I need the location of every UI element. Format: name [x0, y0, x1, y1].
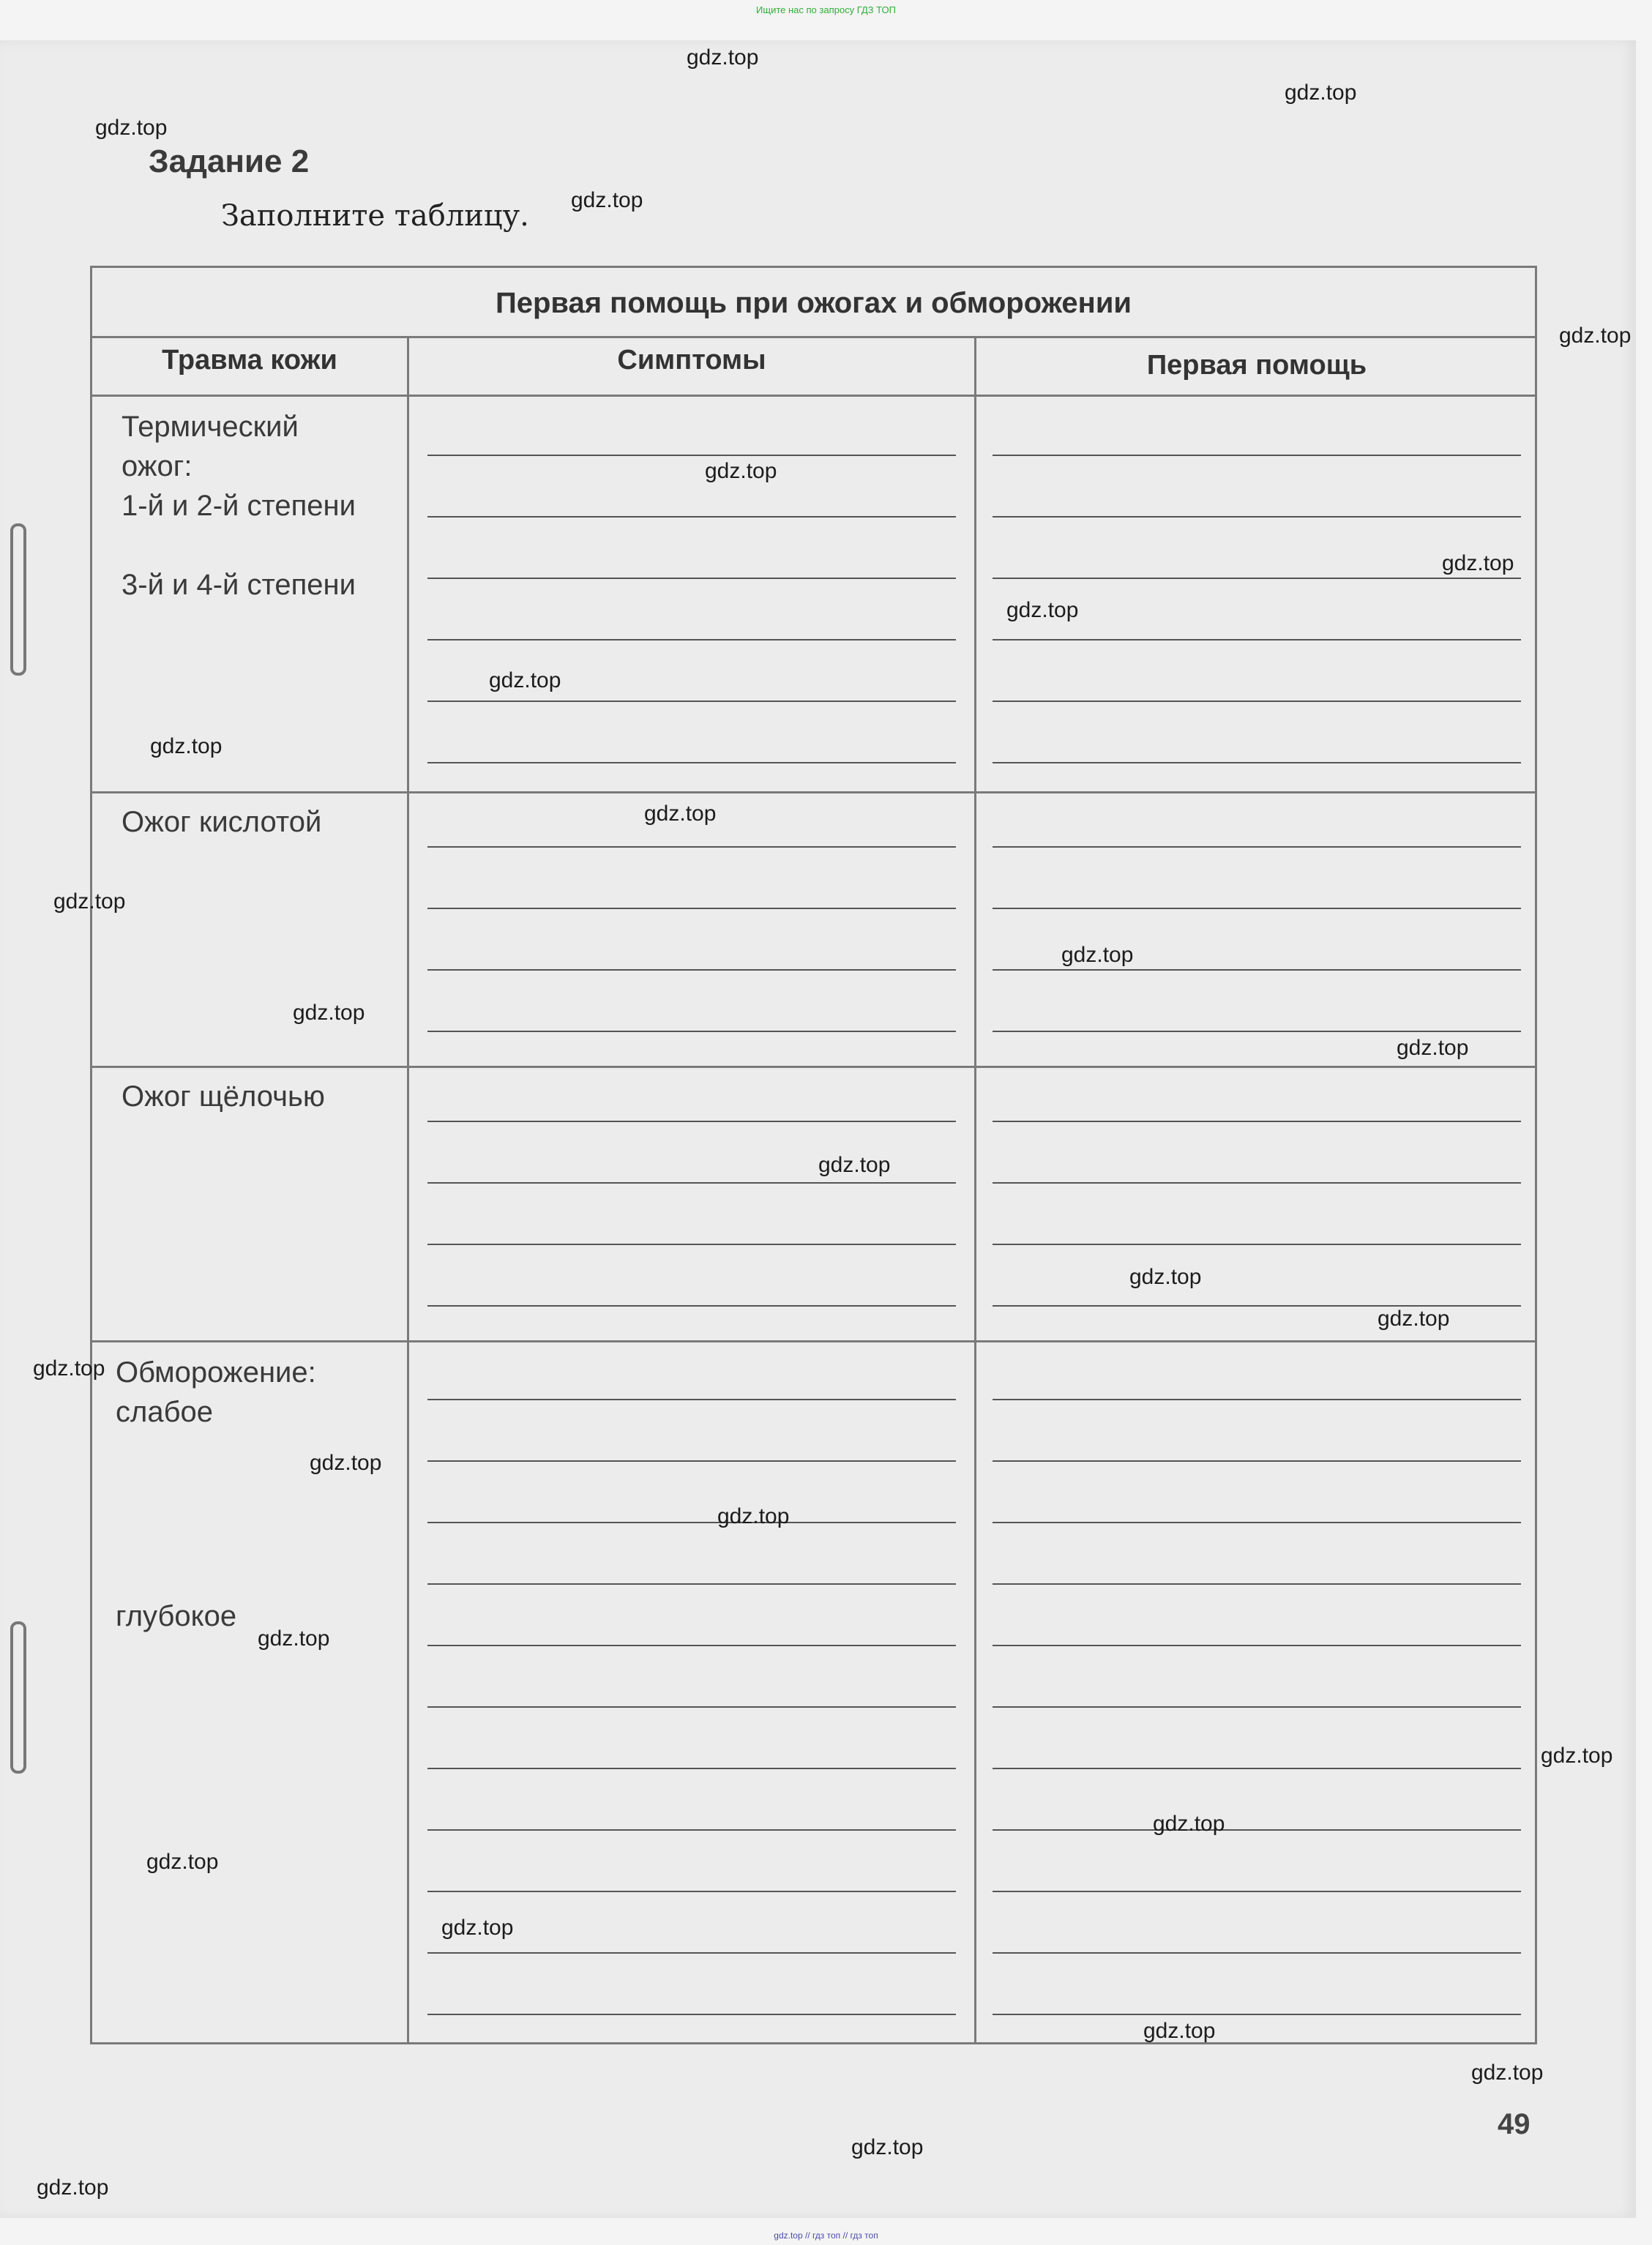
task-heading: Задание 2	[149, 143, 310, 179]
answer-line	[993, 1031, 1521, 1032]
watermark: gdz.top	[818, 1153, 891, 1177]
answer-line	[993, 1182, 1521, 1184]
answer-line	[993, 1829, 1521, 1831]
row-divider-3	[92, 1340, 1535, 1342]
answer-line	[427, 1305, 956, 1307]
watermark: gdz.top	[53, 889, 126, 914]
answer-line	[993, 701, 1521, 702]
answer-line	[427, 2014, 956, 2015]
answer-line	[427, 1522, 956, 1523]
watermark: gdz.top	[95, 116, 168, 140]
watermark: gdz.top	[851, 2135, 924, 2159]
watermark: gdz.top	[310, 1451, 382, 1475]
footer-note: gdz.top // гдз топ // гдз топ	[774, 2230, 878, 2241]
answer-line	[993, 639, 1521, 640]
watermark: gdz.top	[1442, 551, 1514, 575]
row-frostbite-title: Обморожение:	[116, 1356, 316, 1389]
answer-line	[427, 701, 956, 702]
watermark: gdz.top	[258, 1626, 330, 1651]
answer-line	[427, 1952, 956, 1954]
watermark: gdz.top	[1471, 2061, 1544, 2085]
answer-line	[427, 846, 956, 848]
header-search-note: Ищите нас по запросу ГДЗ ТОП	[756, 4, 896, 15]
row-frostbite-deep: глубокое	[116, 1600, 237, 1632]
watermark: gdz.top	[1153, 1812, 1225, 1836]
answer-line	[427, 969, 956, 971]
answer-line	[427, 1891, 956, 1892]
answer-line	[427, 578, 956, 579]
answer-line	[993, 1891, 1521, 1892]
column-header-symptoms: Симптомы	[617, 345, 766, 376]
title-divider	[92, 336, 1535, 338]
staple-bottom	[10, 1621, 26, 1774]
watermark: gdz.top	[1129, 1265, 1202, 1289]
answer-line	[993, 2014, 1521, 2015]
first-aid-table	[90, 266, 1537, 2044]
answer-line	[993, 969, 1521, 971]
answer-line	[993, 1768, 1521, 1769]
answer-line	[427, 1829, 956, 1831]
row-thermal-burn-degree-1-2: 1-й и 2-й степени	[122, 490, 356, 522]
answer-line	[993, 1121, 1521, 1122]
answer-line	[993, 1522, 1521, 1523]
answer-line	[993, 516, 1521, 518]
answer-line	[427, 639, 956, 640]
row-frostbite-mild: слабое	[116, 1396, 213, 1428]
row-divider-1	[92, 791, 1535, 793]
watermark: gdz.top	[1285, 81, 1357, 105]
watermark: gdz.top	[146, 1850, 219, 1874]
watermark: gdz.top	[1397, 1036, 1469, 1060]
answer-line	[993, 846, 1521, 848]
answer-line	[993, 1645, 1521, 1646]
watermark: gdz.top	[489, 668, 561, 692]
row-alkali-burn: Ожог щёлочью	[122, 1080, 325, 1113]
row-acid-burn: Ожог кислотой	[122, 806, 322, 838]
answer-line	[427, 1645, 956, 1646]
watermark: gdz.top	[293, 1001, 365, 1025]
watermark: gdz.top	[1143, 2019, 1216, 2043]
watermark: gdz.top	[687, 45, 759, 70]
column-divider-1	[407, 336, 409, 2042]
watermark: gdz.top	[1559, 324, 1632, 348]
watermark: gdz.top	[37, 2175, 109, 2200]
answer-line	[427, 762, 956, 763]
watermark: gdz.top	[644, 802, 717, 826]
answer-line	[427, 1706, 956, 1708]
answer-line	[993, 908, 1521, 909]
watermark: gdz.top	[571, 188, 643, 212]
row-thermal-burn-degree-3-4: 3-й и 4-й степени	[122, 569, 356, 601]
watermark: gdz.top	[441, 1916, 514, 1940]
watermark: gdz.top	[150, 734, 223, 758]
watermark: gdz.top	[1061, 943, 1134, 967]
column-header-injury: Травма кожи	[162, 345, 337, 376]
watermark: gdz.top	[705, 459, 777, 483]
watermark: gdz.top	[33, 1356, 105, 1381]
answer-line	[993, 762, 1521, 763]
watermark: gdz.top	[1006, 598, 1079, 622]
staple-top	[10, 523, 26, 676]
watermark: gdz.top	[1541, 1744, 1613, 1768]
answer-line	[427, 1121, 956, 1122]
answer-line	[427, 516, 956, 518]
header-divider	[92, 395, 1535, 397]
answer-line	[993, 578, 1521, 579]
answer-line	[427, 1244, 956, 1245]
column-divider-2	[974, 336, 976, 2042]
row-thermal-burn-line-2: ожог:	[122, 450, 193, 482]
answer-line	[993, 1583, 1521, 1585]
answer-line	[427, 1031, 956, 1032]
answer-line	[427, 455, 956, 456]
answer-line	[993, 1706, 1521, 1708]
task-instruction: Заполните таблицу.	[221, 199, 529, 233]
answer-line	[993, 1952, 1521, 1954]
answer-line	[993, 1244, 1521, 1245]
answer-line	[427, 1768, 956, 1769]
page-number: 49	[1498, 2108, 1530, 2140]
answer-line	[427, 1182, 956, 1184]
watermark: gdz.top	[717, 1504, 790, 1528]
answer-line	[427, 1399, 956, 1400]
answer-line	[993, 455, 1521, 456]
answer-line	[427, 1583, 956, 1585]
table-title: Первая помощь при ожогах и обморожении	[495, 287, 1132, 319]
row-thermal-burn-line-1: Термический	[122, 411, 299, 443]
answer-line	[427, 908, 956, 909]
answer-line	[993, 1399, 1521, 1400]
row-divider-2	[92, 1066, 1535, 1068]
watermark: gdz.top	[1378, 1307, 1450, 1331]
answer-line	[993, 1460, 1521, 1462]
column-header-first-aid: Первая помощь	[1146, 350, 1367, 381]
answer-line	[427, 1460, 956, 1462]
